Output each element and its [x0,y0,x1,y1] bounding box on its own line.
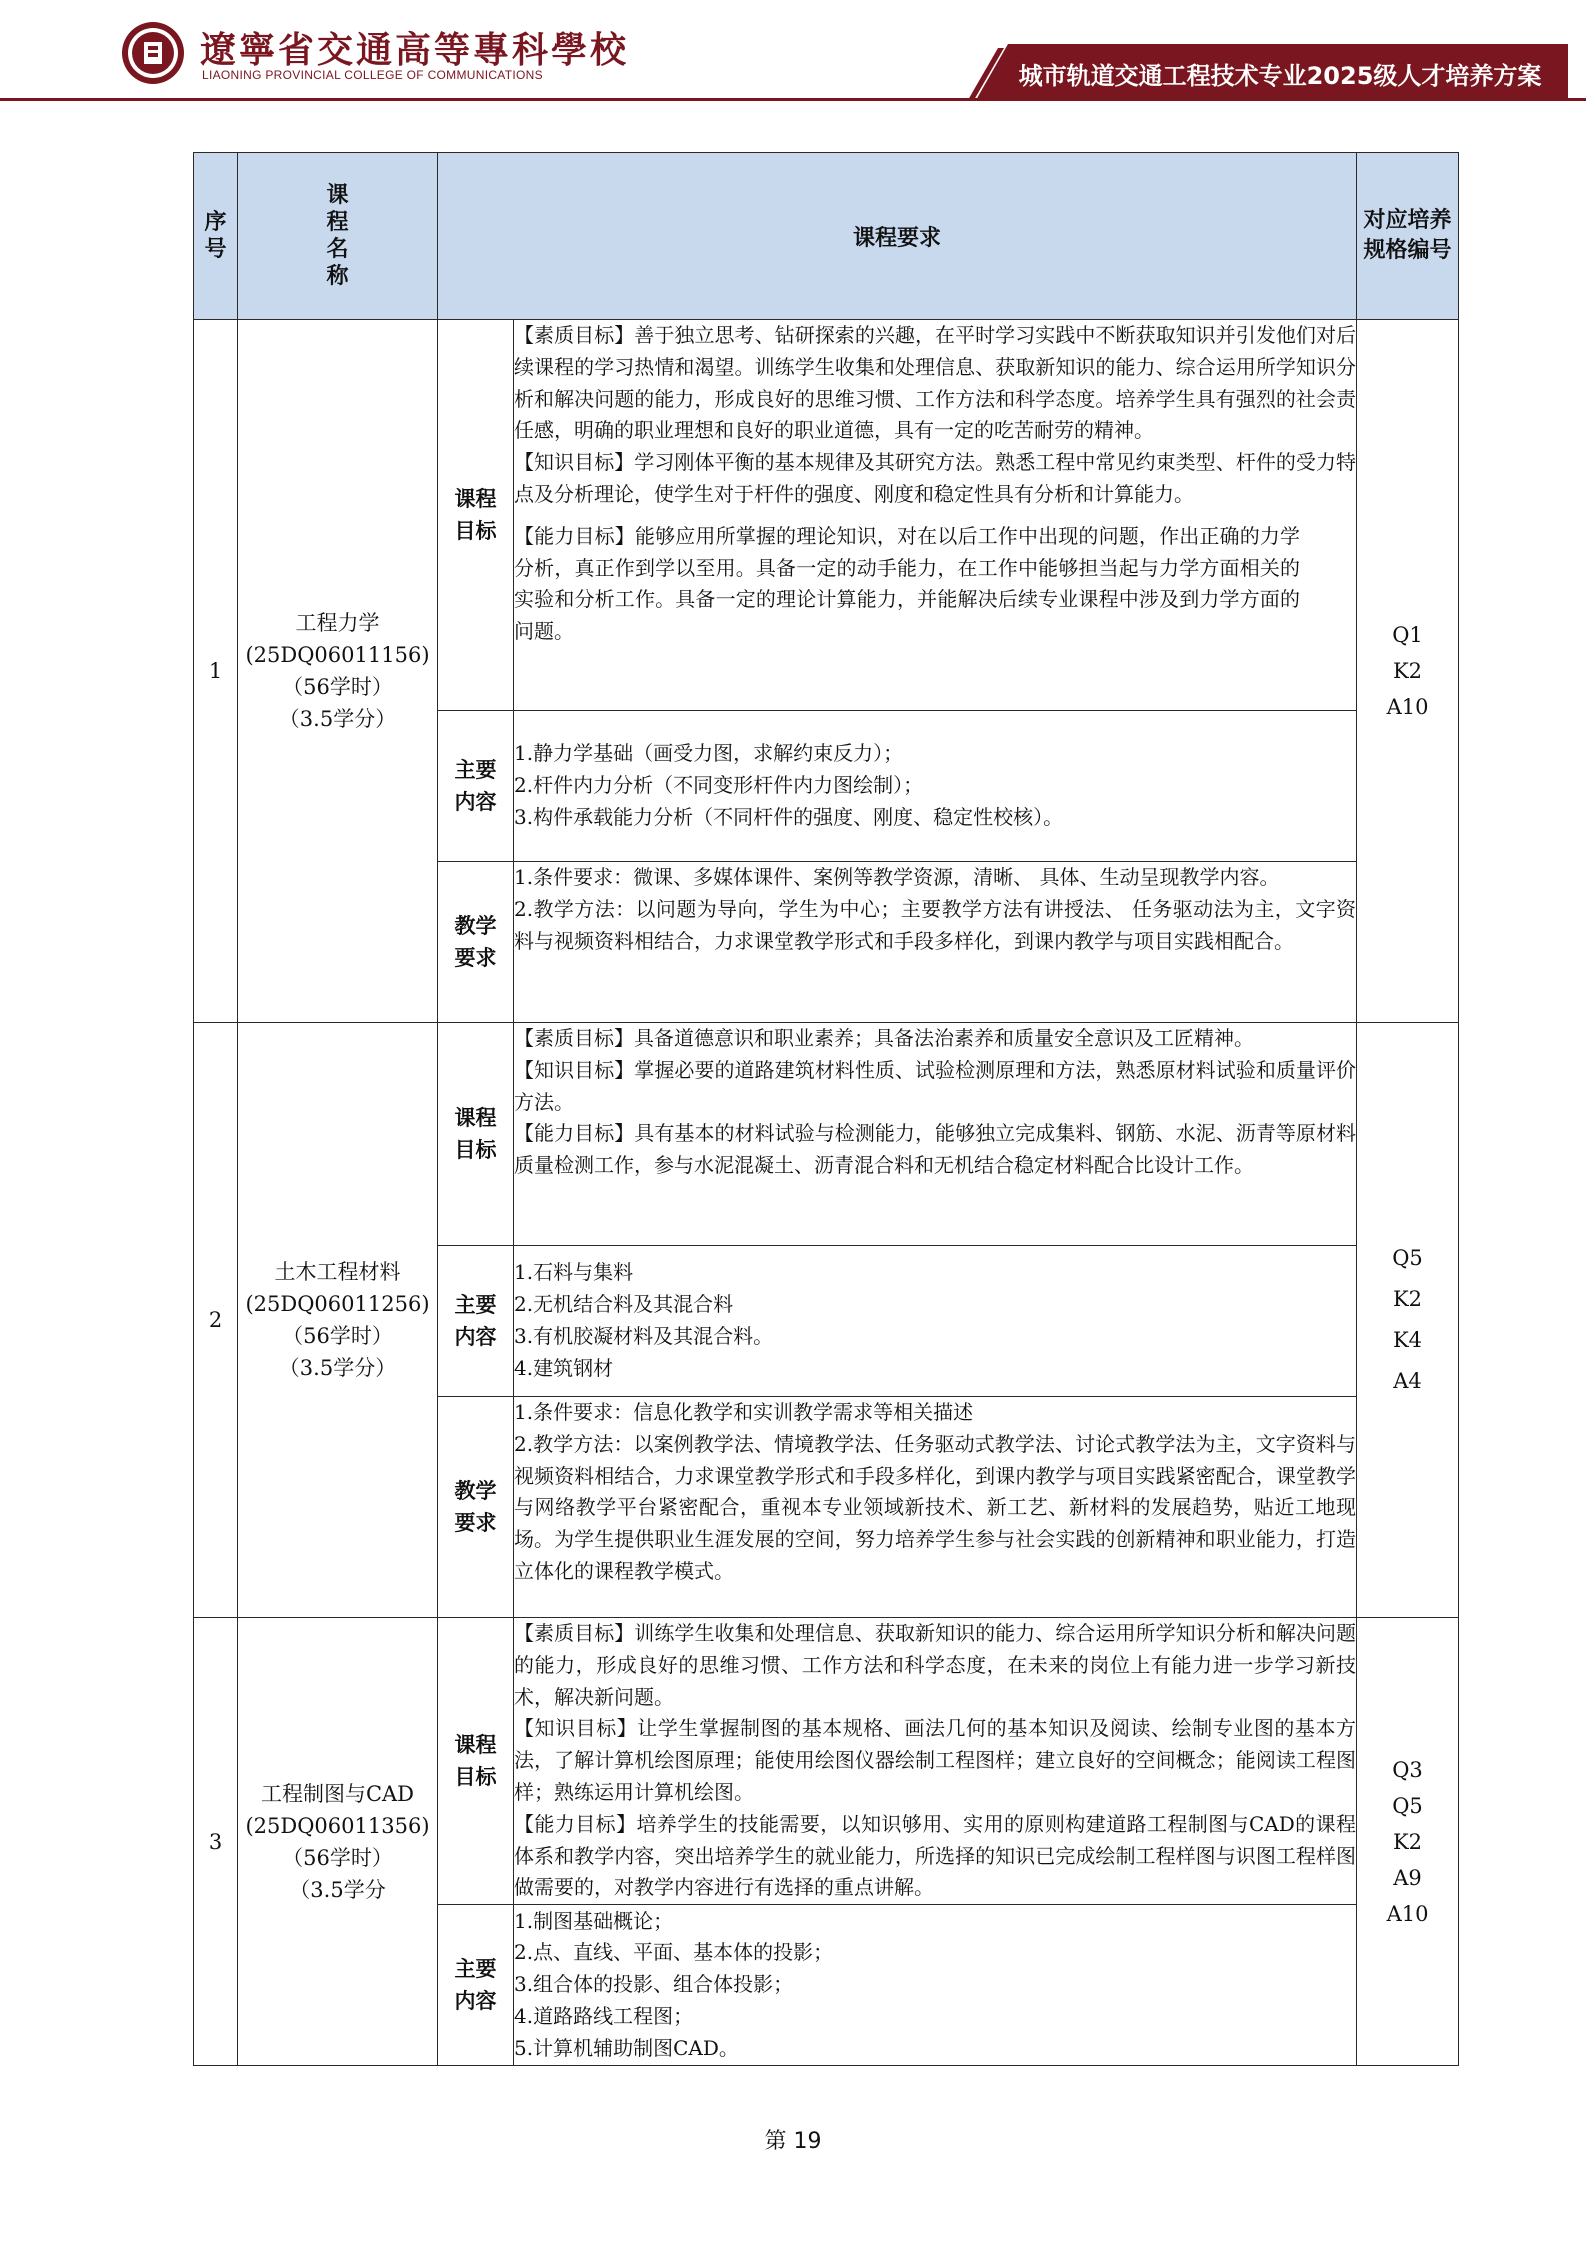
teaching-content: 1.条件要求：微课、多媒体课件、案例等教学资源，清晰、 具体、生动呈现教学内容。 2.教学方法：以问题为导向，学生为中心；主要教学方法有讲授法、 任务驱动法为主，文字资料与视频资料相结合，力求课堂教学形式和手段多样化，到课内教学与项目实践相配合。 [514,862,1357,1023]
goals-content: 【素质目标】具备道德意识和职业素养；具备法治素养和质量安全意识及工匠精神。 【知识目标】掌握必要的道路建筑材料性质、试验检测原理和方法，熟悉原材料试验和质量评价方法。 【能力目标】具有基本的材料试验与检测能力，能够独立完成集料、钢筋、水泥、沥青等原材料质量检测工作，参与水泥混凝土、沥青混合料和无机结合稳定材料配合比设计工作。 [514,1023,1357,1246]
goals-label: 课程目标 [438,1023,514,1246]
goals-label: 课程目标 [438,1618,514,1905]
page-number: 第 19 [764,2129,822,2154]
course-code: (25DQ06011256) [245,1292,430,1316]
course-name-cell [238,1618,438,2066]
spec-codes: Q5 K2 K4 A4 [1357,1023,1459,1618]
main-content: 1.制图基础概论； 2.点、直线、平面、基本体的投影； 3.组合体的投影、组合体投影； 4.道路路线工程图； 5.计算机辅助制图CAD。 [514,1905,1357,2066]
course-hours: （56学时） [282,1324,393,1348]
course-name-cell [238,1023,438,1618]
course-name: 工程制图与CAD [260,1781,415,1806]
spec-codes: Q1 K2 A10 [1357,320,1459,1023]
school-logo-icon [120,20,186,86]
goals-content: 【素质目标】训练学生收集和处理信息、获取新知识的能力、综合运用所学知识分析和解决问题的能力，形成良好的思维习惯、工作方法和科学态度，在未来的岗位上有能力进一步学习新技术，解决新问题。 【知识目标】让学生掌握制图的基本规格、画法几何的基本知识及阅读、绘制专业图的基本方法，了解计算机绘图原理；能使用绘图仪器绘制工程图样；建立良好的空间概念；能阅读工程图样；熟练运用计算机绘图。 【能力目标】培养学生的技能需要，以知识够用、实用的原则构建道路工程制图与CAD的课程体系和教学内容，突出培养学生的就业能力，所选择的知识已完成绘制工程样图与识图工程样图做需要的，对教学内容进行有选择的重点讲解。 [514,1618,1357,1905]
table-row [194,1023,1459,1246]
course-name-cell [238,320,438,1023]
course-credits: （3.5学分 [289,1877,386,1902]
course-credits: （3.5学分） [278,707,397,731]
course-seq: 1 [194,320,238,1023]
content-label: 主要内容 [438,711,514,862]
course-seq: 2 [194,1023,238,1618]
table-header-row [194,153,1459,320]
spec-codes: Q3 Q5 K2 A9 A10 [1357,1618,1459,2066]
table-row [194,320,1459,711]
course-name: 工程力学 [295,611,380,635]
header-divider [0,98,1586,101]
content-label: 主要内容 [438,1246,514,1397]
school-name-en: LIAONING PROVINCIAL COLLEGE OF COMMUNICATIONS [202,68,543,82]
main-content: 1.石料与集料 2.无机结合料及其混合料 3.有机胶凝材料及其混合料。 4.建筑钢材 [514,1246,1357,1397]
goals-label: 课程目标 [438,320,514,711]
course-name: 土木工程材料 [274,1260,401,1284]
school-name-cn: 遼寧省交通高等專科學校 [200,29,630,71]
page-header [0,0,1586,110]
course-hours: （56学时） [282,1845,393,1870]
course-code: (25DQ06011356) [245,1813,430,1838]
course-seq: 3 [194,1618,238,2066]
course-table [193,152,1459,2066]
teaching-label: 教学要求 [438,1397,514,1618]
goals-content [514,320,1357,711]
header-seq: 序号 [194,153,238,320]
header-course-name: 课程名称 [238,153,438,320]
teaching-content: 1.条件要求：信息化教学和实训教学需求等相关描述 2.教学方法：以案例教学法、情境教学法、任务驱动式教学法、讨论式教学法为主，文字资料与视频资料相结合，力求课堂教学形式和手段多样化，到课内教学与项目实践紧密配合，课堂教学与网络教学平台紧密配合，重视本专业领域新技术、新工艺、新材料的发展趋势，贴近工地现场。为学生提供职业生涯发展的空间，努力培养学生参与社会实践的创新精神和职业能力，打造立体化的课程教学模式。 [514,1397,1357,1618]
knowledge-goal: 【知识目标】学习刚体平衡的基本规律及其研究方法。熟悉工程中常见约束类型、杆件的受力特点及分析理论，使学生对于杆件的强度、刚度和稳定性具有分析和计算能力。 [514,450,1357,506]
course-code: (25DQ06011156) [245,643,430,667]
header-spec-codes: 对应培养规格编号 [1357,153,1459,320]
header-course-requirements: 课程要求 [438,153,1357,320]
course-hours: （56学时） [282,675,393,699]
quality-goal: 【素质目标】善于独立思考、钻研探索的兴趣，在平时学习实践中不断获取知识并引发他们对后续课程的学习热情和渴望。训练学生收集和处理信息、获取新知识的能力、综合运用所学知识分析和解决问题的能力，形成良好的思维习惯、工作方法和科学态度。培养学生具有强烈的社会责任感，明确的职业理想和良好的职业道德，具有一定的吃苦耐劳的精神。 [514,323,1357,443]
ability-goal: 【能力目标】能够应用所掌握的理论知识，对在以后工作中出现的问题，作出正确的力学分析，真正作到学以至用。具备一定的动手能力，在工作中能够担当起与力学方面相关的实验和分析工作。具备一定的理论计算能力，并能解决后续专业课程中涉及到力学方面的问题。 [514,523,1301,644]
document-title: 城市轨道交通工程技术专业2025级人才培养方案 [1018,62,1542,90]
table-row [194,1618,1459,1905]
content-label: 主要内容 [438,1905,514,2066]
course-credits: （3.5学分） [278,1356,397,1380]
teaching-label: 教学要求 [438,862,514,1023]
main-content: 1.静力学基础（画受力图，求解约束反力）； 2.杆件内力分析（不同变形杆件内力图绘制）； 3.构件承载能力分析（不同杆件的强度、刚度、稳定性校核）。 [514,711,1357,862]
